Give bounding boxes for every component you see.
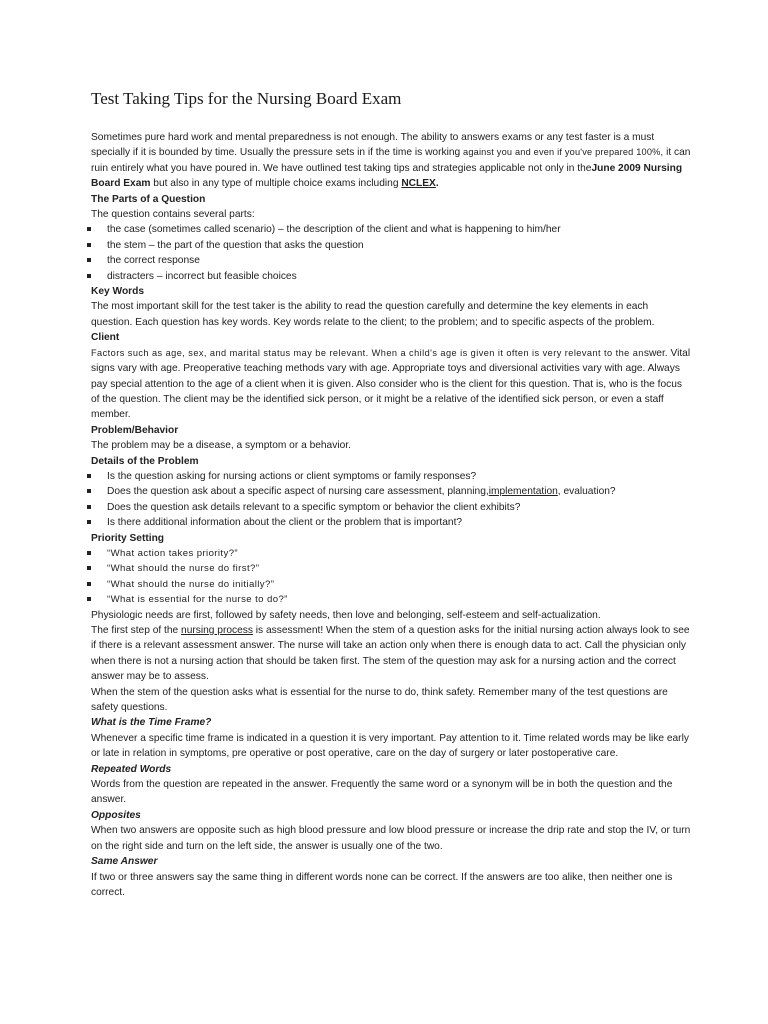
parts-intro: The question contains several parts: (91, 209, 255, 221)
list-item (91, 484, 691, 499)
list-item: Does the question ask details relevant to a specific symptom or behavior the client exhibits? (91, 500, 691, 515)
page-title: Test Taking Tips for the Nursing Board Exam (91, 89, 402, 108)
list-item-text: Does the question ask about a specific aspect of nursing care assessment, planning, (107, 486, 489, 498)
keywords-paragraph: The most important skill for the test taker is the ability to read the question carefully and determine the key elements in each question. Each question has key words. Key words relate to the client; to the problem; and to specific aspects of the problem. (91, 301, 655, 328)
list-item: the case (sometimes called scenario) – the description of the client and what is happening to him/her (91, 222, 691, 237)
details-list (91, 469, 691, 531)
parts-list (91, 222, 691, 284)
details-heading: Details of the Problem (91, 455, 199, 467)
nursing-process-link[interactable]: nursing process (181, 625, 253, 636)
client-text-small: Factors such as age, sex, and marital status may be relevant. When a child's age is given it often is very relevant to the an (91, 347, 644, 358)
timeframe-heading: What is the Time Frame? (91, 717, 212, 729)
intro-period: . (435, 178, 439, 190)
intro-text: but also in any type of multiple choice exams including (150, 178, 402, 190)
list-item: the correct response (91, 253, 691, 268)
priority-paragraph-1: Physiologic needs are first, followed by safety needs, then love and belonging, self-esteem and self-actualization. (91, 609, 601, 621)
priority-text: is assessment! When the stem of a question asks for the initial nursing action always look to see if there is a relevant assessment answer. The nurse will take an action only when there is enough data to act. Call the physician only when there is not a nursing action that should be taken first. The stem of the question may ask for a nursing action and the correct answer may be to assess. (91, 625, 690, 683)
problem-paragraph: The problem may be a disease, a symptom or a behavior. (91, 440, 351, 452)
timeframe-paragraph: Whenever a specific time frame is indicated in a question it is very important. Pay attention to it. Time related words may be like early or late in relation in symptoms, pre operative or post operative, care on the day of surgery or later postoperative care. (91, 732, 689, 760)
list-item: the stem – the part of the question that asks the question (91, 238, 691, 253)
opposites-paragraph: When two answers are opposite such as high blood pressure and low blood pressure or increase the drip rate and stop the IV, or turn on the right side and turn on the left side, the answer is usually one of the two. (91, 825, 691, 852)
intro-bold-text: June 2009 Nursing Board Exam (91, 162, 683, 190)
problem-heading: Problem/Behavior (91, 424, 179, 436)
client-heading: Client (91, 332, 120, 344)
same-answer-heading: Same Answer (91, 856, 158, 868)
document-body (91, 130, 691, 900)
repeated-heading: Repeated Words (91, 763, 172, 775)
priority-paragraph-2 (91, 623, 691, 685)
intro-paragraph (91, 130, 691, 192)
priority-paragraph-3: When the stem of the question asks what is essential for the nurse to do, think safety. Remember many of the test questions are safety questions. (91, 686, 668, 714)
client-text: swer. Vital signs vary with age. Preoperative teaching methods vary with age. Appropriate toys and diversional activities vary with age. Always pay special attention to the age of a client when it is given. Also consider who is the client for this question. That is, who is the focus of the question. The client may be the identified sick person, or it might be a relative of the identified sick person, or even a staff member. (91, 347, 691, 421)
parts-heading: The Parts of a Question (91, 193, 206, 205)
list-item: “What should the nurse do initially?” (91, 577, 691, 592)
intro-text: it can ruin entirely what you have poured in. We have outlined test taking tips and strategies applicable not only in the (91, 147, 691, 174)
list-item: “What action takes priority?” (91, 546, 691, 561)
nclex-link[interactable]: NCLEX (401, 178, 436, 190)
list-item: distracters – incorrect but feasible choices (91, 269, 691, 284)
same-answer-paragraph: If two or three answers say the same thing in different words none can be correct. If the answers are too alike, then neither one is correct. (91, 871, 673, 898)
intro-text: Sometimes pure hard work and mental preparedness is not enough. The ability to answers exams or any test faster is a must specially if it is bounded by time. Usually the pressure sets in if the time is working (91, 132, 655, 159)
keywords-heading: Key Words (91, 286, 145, 298)
priority-text: The first step of the (91, 625, 182, 636)
priority-heading: Priority Setting (91, 532, 165, 544)
list-item-text: , evaluation? (557, 486, 616, 498)
list-item: Is the question asking for nursing actions or client symptoms or family responses? (91, 469, 691, 484)
priority-list (91, 546, 691, 608)
repeated-paragraph: Words from the question are repeated in the answer. Frequently the same word or a synonym will be in both the question and the answer. (91, 779, 673, 806)
list-item: “What should the nurse do first?” (91, 561, 691, 576)
intro-text-small: against you and even if you've prepared 100%, (463, 147, 664, 158)
opposites-heading: Opposites (91, 809, 141, 821)
implementation-link[interactable]: implementation (488, 486, 558, 498)
list-item: “What is essential for the nurse to do?” (91, 592, 691, 607)
client-paragraph (91, 346, 691, 423)
list-item: Is there additional information about the client or the problem that is important? (91, 515, 691, 530)
